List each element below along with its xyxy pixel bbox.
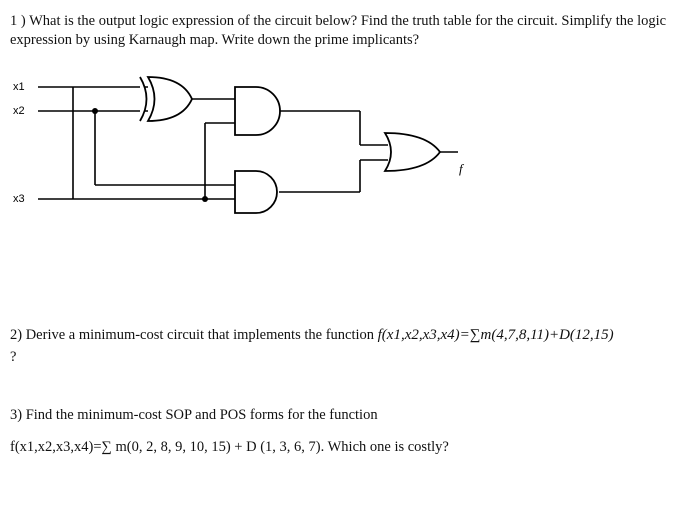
logic-circuit-diagram [0, 70, 520, 220]
and-gate-bottom [235, 171, 277, 213]
xor-gate [140, 77, 192, 121]
input-label-x2: x2 [13, 105, 25, 117]
and-gate-top [235, 87, 280, 135]
question-3: 3) Find the minimum-cost SOP and POS forms for the function [10, 407, 378, 423]
input-label-x1: x1 [13, 81, 25, 93]
question-1: 1 ) What is the output logic expression of the circuit below? Find the truth table for the circuit. Simplify the logic expression by using Karnaugh map. Write down the prime implicants? [10, 13, 667, 48]
question-2 [10, 326, 614, 345]
question-2-text: 2) Derive a minimum-cost circuit that implements the function [10, 327, 375, 343]
question-3-function: f(x1,x2,x3,x4)=∑ m(0, 2, 8, 9, 10, 15) + D (1, 3, 6, 7). Which one is costly? [10, 439, 449, 455]
or-gate [385, 133, 440, 171]
input-label-x3: x3 [13, 193, 25, 205]
output-label-f: f [459, 161, 463, 176]
question-2-function: f(x1,x2,x3,x4)=∑m(4,7,8,11)+D(12,15) [377, 327, 614, 343]
question-2-mark: ? [10, 349, 17, 365]
junction-dots [92, 108, 208, 202]
